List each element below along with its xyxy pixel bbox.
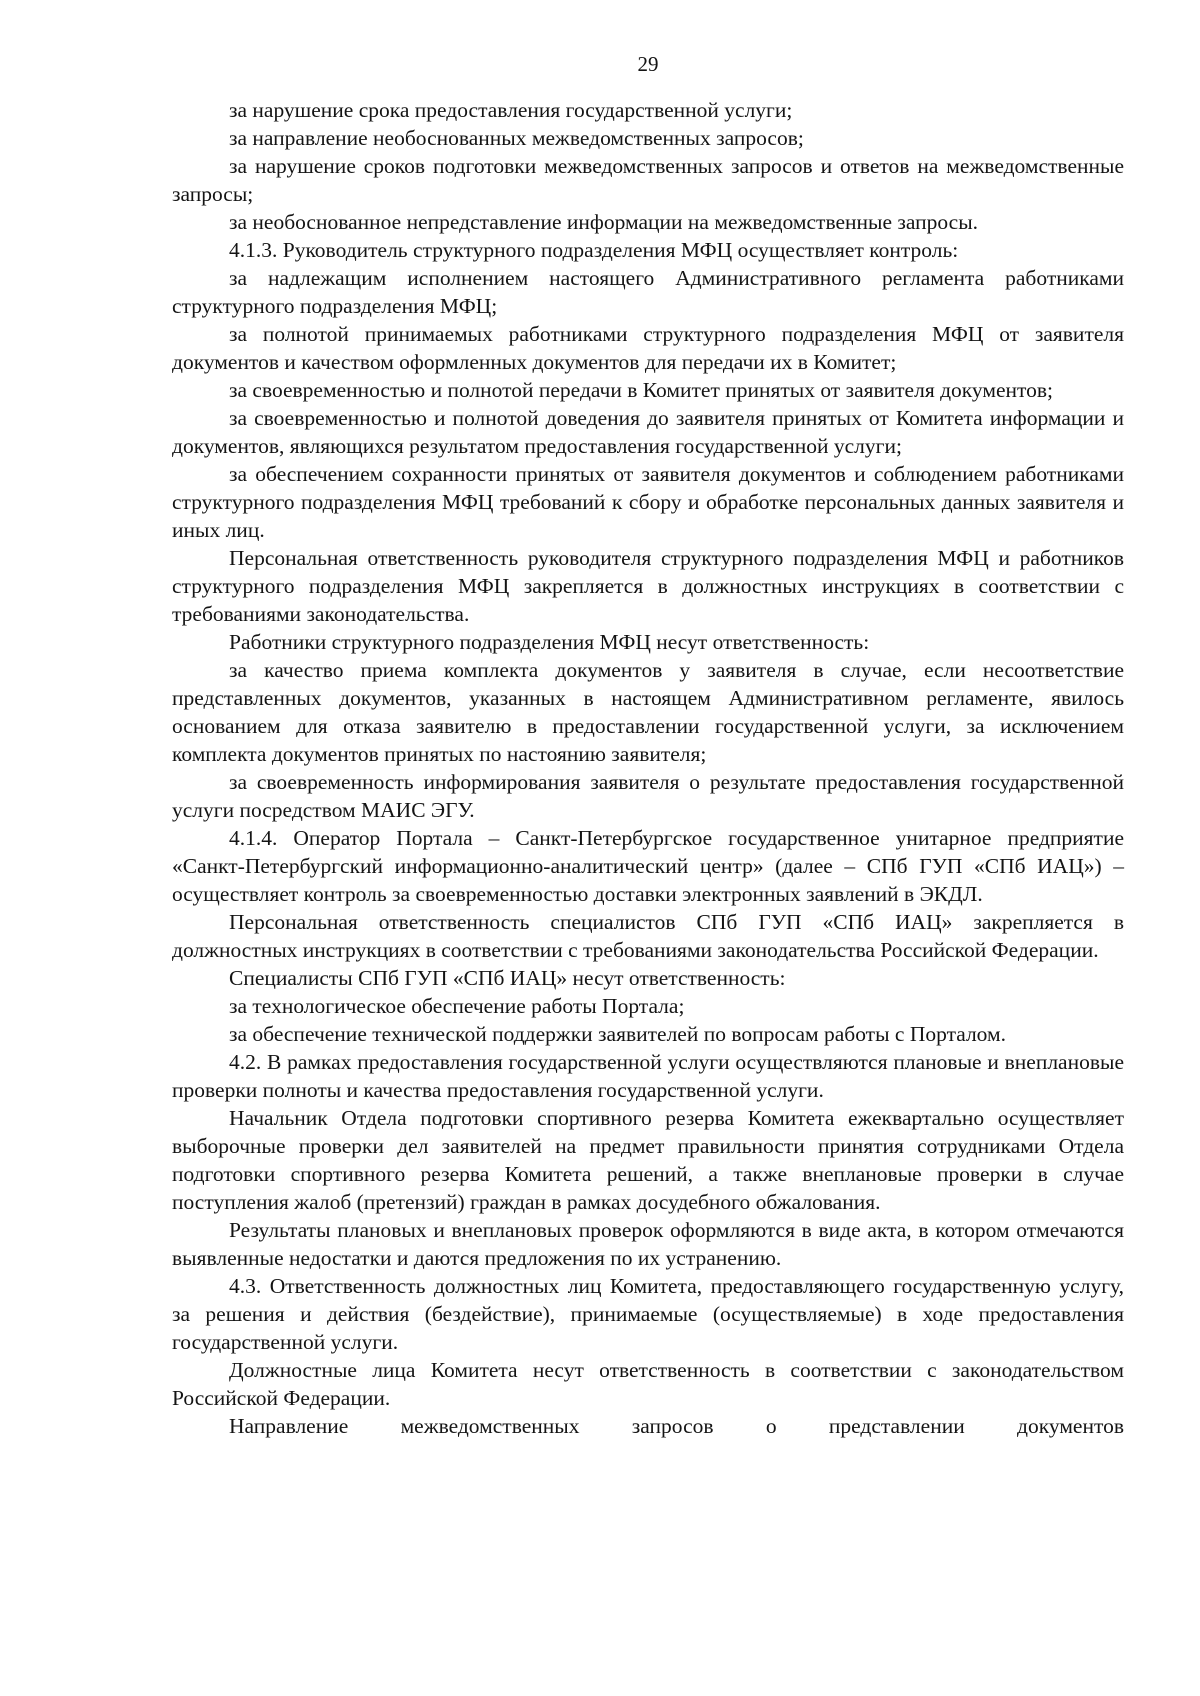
document-body [172, 96, 1124, 1440]
paragraph: Специалисты СПб ГУП «СПб ИАЦ» несут ответственность: [229, 966, 786, 990]
paragraph: за полнотой принимаемых работниками структурного подразделения МФЦ от заявителя документов и качеством оформленных документов для передачи их в Комитет; [172, 322, 1124, 374]
paragraph: 4.1.4. Оператор Портала – Санкт-Петербургское государственное унитарное предприятие «Санкт-Петербургский информационно-аналитический центр» (далее – СПб ГУП «СПб ИАЦ») – осуществляет контроль за своевременностью доставки электронных заявлений в ЭКДЛ. [172, 826, 1124, 906]
paragraph: за обеспечение технической поддержки заявителей по вопросам работы с Порталом. [229, 1022, 1007, 1046]
page-number: 29 [637, 52, 659, 76]
paragraph: за обеспечением сохранности принятых от заявителя документов и соблюдением работниками структурного подразделения МФЦ требований к сбору и обработке персональных данных заявителя и иных лиц. [172, 462, 1124, 542]
paragraph: 4.2. В рамках предоставления государственной услуги осуществляются плановые и внеплановые проверки полноты и качества предоставления государственной услуги. [172, 1050, 1124, 1102]
paragraph: за своевременностью и полнотой доведения до заявителя принятых от Комитета информации и документов, являющихся результатом предоставления государственной услуги; [172, 406, 1124, 458]
paragraph: за своевременностью и полнотой передачи в Комитет принятых от заявителя документов; [229, 378, 1054, 402]
paragraph: за необоснованное непредставление информации на межведомственные запросы. [229, 210, 979, 234]
paragraph: Начальник Отдела подготовки спортивного резерва Комитета ежеквартально осуществляет выборочные проверки дел заявителей на предмет правильности принятия сотрудниками Отдела подготовки спортивного резерва Комитета решений, а также внеплановые проверки в случае поступления жалоб (претензий) граждан в рамках досудебного обжалования. [172, 1106, 1124, 1214]
paragraph: за нарушение сроков подготовки межведомственных запросов и ответов на межведомственные запросы; [172, 154, 1124, 206]
paragraph: за нарушение срока предоставления государственной услуги; [229, 98, 793, 122]
paragraph: Направление межведомственных запросов о представлении документов [229, 1414, 1124, 1438]
paragraph: за надлежащим исполнением настоящего Административного регламента работниками структурного подразделения МФЦ; [172, 266, 1124, 318]
paragraph: Персональная ответственность руководителя структурного подразделения МФЦ и работников структурного подразделения МФЦ закрепляется в должностных инструкциях в соответствии с требованиями законодательства. [172, 546, 1124, 626]
paragraph: Должностные лица Комитета несут ответственность в соответствии с законодательством Российской Федерации. [172, 1358, 1124, 1410]
paragraph: за качество приема комплекта документов у заявителя в случае, если несоответствие представленных документов, указанных в настоящем Административном регламенте, явилось основанием для отказа заявителю в предоставлении государственной услуги, за исключением комплекта документов принятых по настоянию заявителя; [172, 658, 1124, 766]
paragraph: за технологическое обеспечение работы Портала; [229, 994, 685, 1018]
document-page [172, 52, 1124, 1672]
paragraph: 4.3. Ответственность должностных лиц Комитета, предоставляющего государственную услугу, за решения и действия (бездействие), принимаемые (осуществляемые) в ходе предоставления государственной услуги. [172, 1274, 1124, 1354]
paragraph: 4.1.3. Руководитель структурного подразделения МФЦ осуществляет контроль: [229, 238, 959, 262]
paragraph: Работники структурного подразделения МФЦ несут ответственность: [229, 630, 870, 654]
paragraph: за своевременность информирования заявителя о результате предоставления государственной услуги посредством МАИС ЭГУ. [172, 770, 1124, 822]
paragraph: за направление необоснованных межведомственных запросов; [229, 126, 804, 150]
paragraph: Персональная ответственность специалистов СПб ГУП «СПб ИАЦ» закрепляется в должностных инструкциях в соответствии с требованиями законодательства Российской Федерации. [172, 910, 1124, 962]
paragraph: Результаты плановых и внеплановых проверок оформляются в виде акта, в котором отмечаются выявленные недостатки и даются предложения по их устранению. [172, 1218, 1124, 1270]
